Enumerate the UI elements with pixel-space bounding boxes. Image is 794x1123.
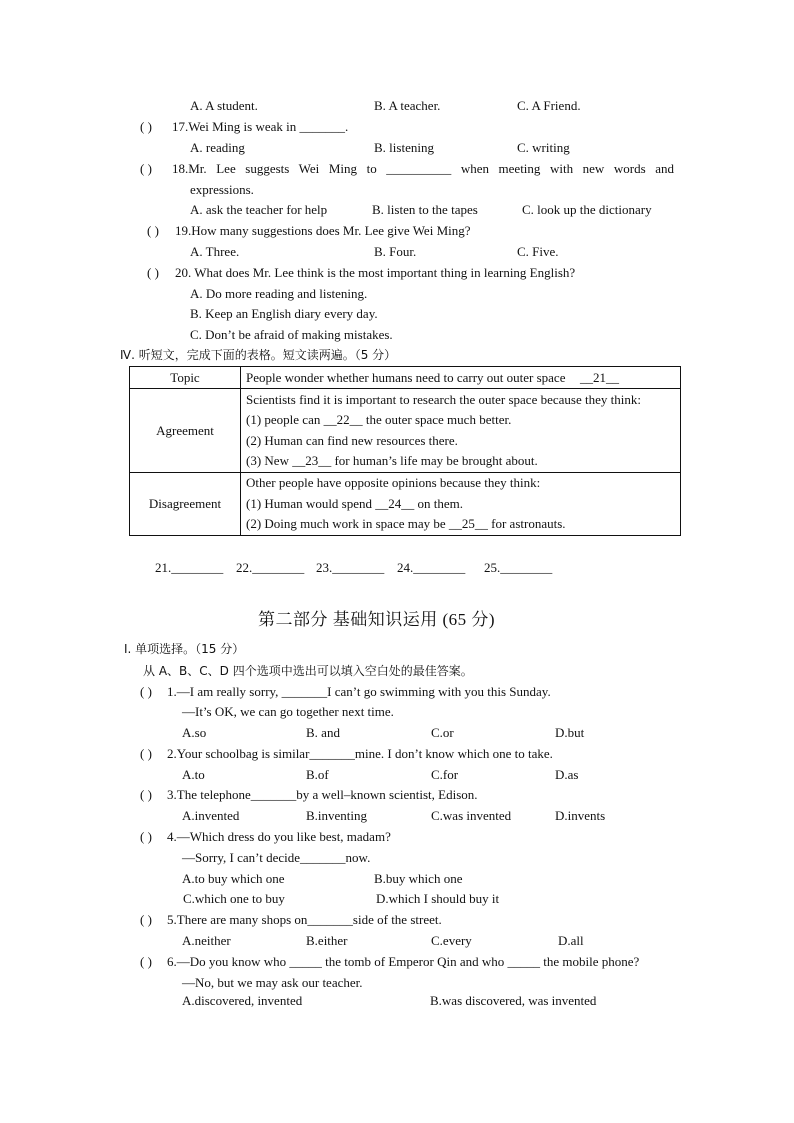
q17-option-a: A. reading [190, 140, 245, 155]
listening-table [129, 366, 681, 536]
mc5-paren: ( ) [140, 912, 152, 927]
mc3-option-d: D.invents [555, 808, 606, 823]
mc1-question-cont: —It’s OK, we can go together next time. [182, 704, 394, 719]
q18-option-a: A. ask the teacher for help [190, 202, 328, 217]
mc2-question: 2.Your schoolbag is similar_______mine. I don’t know which one to take. [167, 746, 553, 761]
mc6-option-b: B.was discovered, was invented [430, 993, 597, 1008]
q18-question: 18.Mr. Lee suggests Wei Ming to __________ when meeting with new words and [172, 161, 674, 176]
mc4-paren: ( ) [140, 829, 152, 844]
answer-blank-22: 22.________ [236, 560, 305, 575]
topic-blank: __21__ [579, 369, 619, 385]
q18-option-c: C. look up the dictionary [522, 202, 652, 217]
q19-paren: ( ) [147, 223, 159, 238]
mc1-question: 1.—I am really sorry, _______I can’t go swimming with you this Sunday. [167, 684, 551, 699]
q18-option-b: B. listen to the tapes [372, 202, 478, 217]
mc3-option-b: B.inventing [306, 808, 368, 823]
q19-question: 19.How many suggestions does Mr. Lee give Wei Ming? [175, 223, 471, 238]
disagreement-cell [241, 473, 681, 536]
topic-text: People wonder whether humans need to carry out outer space [246, 369, 566, 385]
q20-option-a: A. Do more reading and listening. [190, 286, 368, 301]
answer-blank-24: 24.________ [397, 560, 466, 575]
agreement-line: Scientists find it is important to research the outer space because they think: [246, 391, 641, 407]
answer-blank-21: 21.________ [155, 560, 224, 575]
mc4-option-a: A.to buy which one [182, 871, 285, 886]
mc1-option-c: C.or [431, 725, 454, 740]
mc6-question: 6.—Do you know who _____ the tomb of Emperor Qin and who _____ the mobile phone? [167, 954, 640, 969]
answer-blank-25: 25.________ [484, 560, 553, 575]
q17-question: 17.Wei Ming is weak in _______. [172, 119, 349, 134]
mc2-paren: ( ) [140, 746, 152, 761]
q17-option-c: C. writing [517, 140, 570, 155]
mc4-option-c: C.which one to buy [183, 891, 285, 906]
mc1-option-b: B. and [306, 725, 340, 740]
mc6-option-a: A.discovered, invented [182, 993, 303, 1008]
mc3-question: 3.The telephone_______by a well–known scientist, Edison. [167, 787, 478, 802]
mc6-paren: ( ) [140, 954, 152, 969]
q20-question: 20. What does Mr. Lee think is the most important thing in learning English? [175, 265, 576, 280]
disagreement-line: (2) Doing much work in space may be __25__ for astronauts. [246, 516, 566, 532]
agreement-cell [241, 389, 681, 473]
section4-title: Ⅳ. 听短文，完成下面的表格。短文读两遍。（5 分） [120, 348, 397, 362]
q20-option-c: C. Don’t be afraid of making mistakes. [190, 327, 393, 342]
mc1-option-a: A.so [182, 725, 207, 740]
mc4-question-cont: —Sorry, I can’t decide_______now. [182, 850, 371, 865]
disagreement-line: Other people have opposite opinions because they think: [246, 475, 541, 491]
section1-instruction: 从 A、B、C、D 四个选项中选出可以填入空白处的最佳答案。 [143, 664, 473, 678]
agreement-line: (1) people can __22__ the outer space much better. [246, 412, 512, 427]
mc4-option-d: D.which I should buy it [376, 891, 500, 906]
part2-title: 第二部分 基础知识运用 (65 分) [258, 610, 496, 629]
disagreement-line: (1) Human would spend __24__ on them. [246, 495, 464, 511]
mc3-option-c: C.was invented [431, 808, 512, 823]
mc2-option-a: A.to [182, 767, 205, 782]
q16-option-c: C. A Friend. [517, 98, 581, 113]
q18-question-cont: expressions. [190, 182, 254, 197]
topic-label: Topic [130, 367, 241, 389]
mc1-option-d: D.but [555, 725, 585, 740]
q16-option-a: A. A student. [190, 98, 258, 113]
mc4-option-b: B.buy which one [374, 871, 463, 886]
mc3-paren: ( ) [140, 787, 152, 802]
agreement-line: (3) New __23__ for human’s life may be brought about. [246, 453, 538, 468]
q19-option-c: C. Five. [517, 244, 559, 259]
q20-option-b: B. Keep an English diary every day. [190, 306, 378, 321]
topic-cell [241, 367, 681, 389]
mc5-option-c: C.every [431, 933, 472, 948]
q19-option-a: A. Three. [190, 244, 240, 259]
q17-option-b: B. listening [374, 140, 434, 155]
mc3-option-a: A.invented [182, 808, 240, 823]
mc5-question: 5.There are many shops on_______side of the street. [167, 912, 442, 927]
mc5-option-a: A.neither [182, 933, 231, 948]
agreement-line: (2) Human can find new resources there. [246, 432, 458, 448]
mc5-option-d: D.all [558, 933, 584, 948]
answer-blank-23: 23.________ [316, 560, 385, 575]
mc6-question-cont: —No, but we may ask our teacher. [182, 975, 363, 990]
mc2-option-b: B.of [306, 767, 329, 782]
mc2-option-c: C.for [431, 767, 459, 782]
q19-option-b: B. Four. [374, 244, 417, 259]
disagreement-label: Disagreement [130, 473, 241, 536]
q16-option-b: B. A teacher. [374, 98, 441, 113]
q20-paren: ( ) [147, 265, 159, 280]
mc2-option-d: D.as [555, 767, 579, 782]
q17-paren: ( ) [140, 119, 152, 134]
mc1-paren: ( ) [140, 684, 152, 699]
mc5-option-b: B.either [306, 933, 348, 948]
agreement-label: Agreement [130, 389, 241, 473]
mc4-question: 4.—Which dress do you like best, madam? [167, 829, 391, 844]
q18-paren: ( ) [140, 161, 152, 176]
section1-title: Ⅰ. 单项选择。（15 分） [124, 642, 245, 656]
